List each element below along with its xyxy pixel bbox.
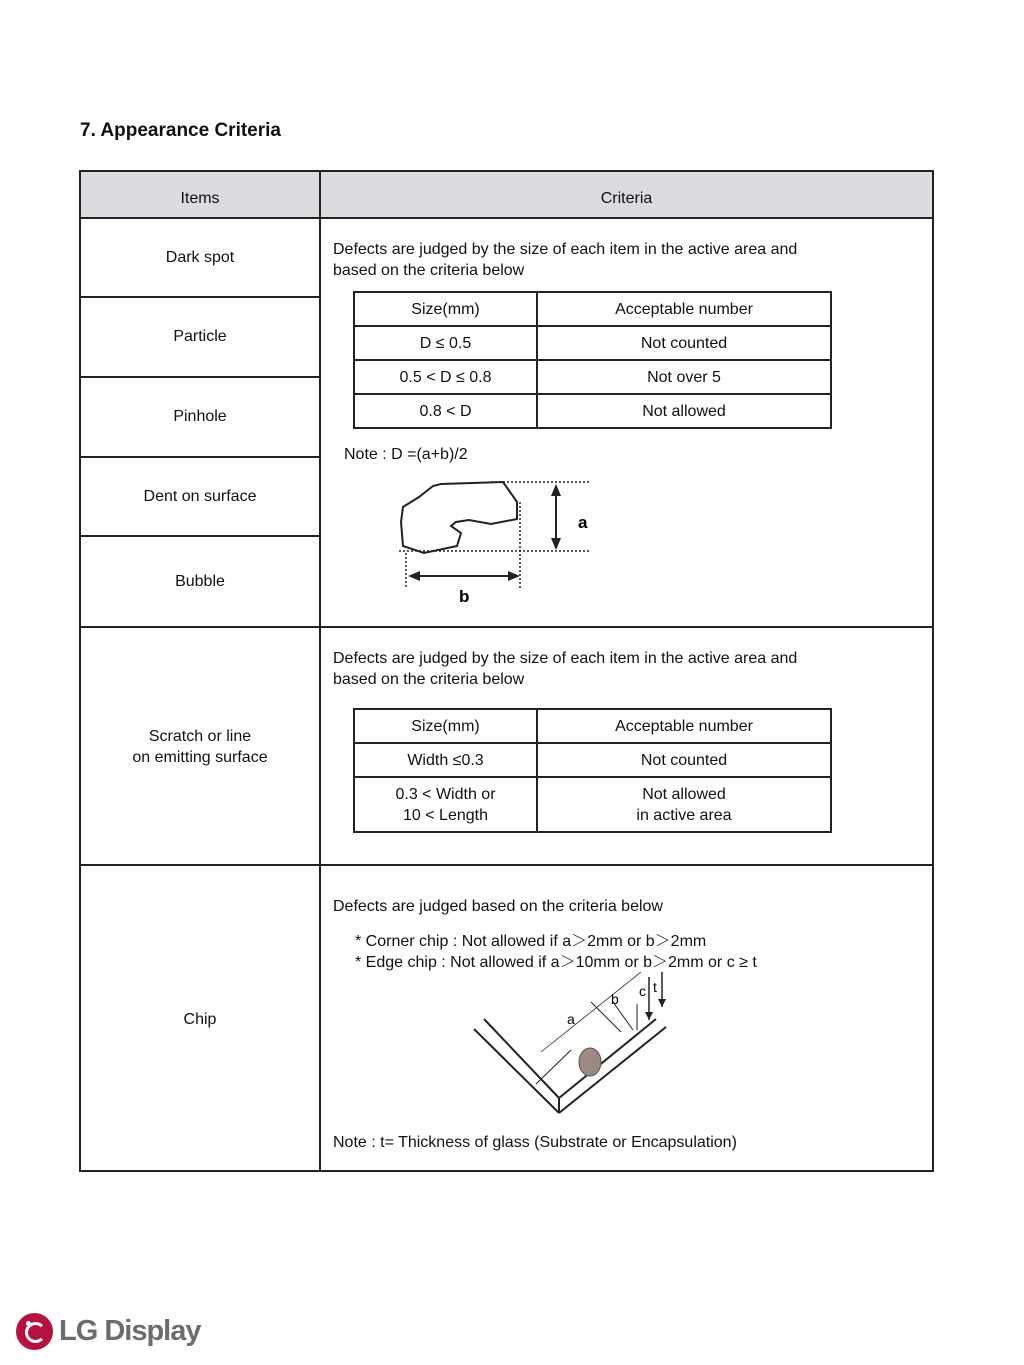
row-divider (81, 456, 319, 458)
edge-chip-rule: * Edge chip : Not allowed if a＞10mm or b＞2mm or c ≥ t (355, 954, 757, 971)
header-items: Items (180, 190, 220, 207)
table-row (354, 743, 831, 777)
col-number-header: Acceptable number (537, 292, 831, 326)
col-size-header: Size(mm) (354, 292, 537, 326)
lg-display-logo (16, 1313, 201, 1350)
number-cell (537, 777, 831, 832)
table-row (354, 777, 831, 832)
number-cell: Not over 5 (537, 360, 831, 394)
cell-line: 0.3 < Width or (395, 785, 496, 803)
column-divider (319, 172, 321, 1170)
col-number-header: Acceptable number (537, 709, 831, 743)
intro-line: Defects are judged by the size of each item in the active area and (333, 650, 798, 667)
size-cell: D ≤ 0.5 (354, 326, 537, 360)
size-cell: 0.8 < D (354, 394, 537, 428)
table-row (354, 394, 831, 428)
chip-label-b: b (611, 991, 619, 1007)
header-criteria: Criteria (600, 190, 653, 207)
lg-logo-icon (16, 1313, 53, 1350)
size-cell (354, 777, 537, 832)
section-divider (81, 626, 932, 628)
row-divider (81, 535, 319, 537)
chip-label-a: a (567, 1011, 575, 1027)
spot-note: Note : D =(a+b)/2 (344, 446, 468, 463)
intro-line: based on the criteria below (333, 671, 525, 688)
scratch-size-table (353, 708, 832, 833)
item-pinhole: Pinhole (173, 408, 227, 425)
size-cell: Width ≤0.3 (354, 743, 537, 777)
spot-diagram (381, 462, 611, 602)
section-divider (81, 864, 932, 866)
spot-size-table (353, 291, 832, 429)
label-b: b (459, 587, 470, 602)
scratch-criteria-intro (333, 648, 797, 690)
corner-chip-rule: * Corner chip : Not allowed if a＞2mm or b＞2mm (355, 933, 707, 950)
chip-note: Note : t= Thickness of glass (Substrate or Encapsulation) (333, 1134, 737, 1151)
item-scratch-or-line (81, 726, 319, 768)
item-bubble: Bubble (175, 573, 225, 590)
col-size-header: Size(mm) (354, 709, 537, 743)
cell-line: 10 < Length (403, 806, 488, 824)
defect-shape (401, 482, 517, 553)
chip-label-t: t (653, 979, 657, 995)
item-dent-on-surface: Dent on surface (143, 488, 257, 505)
row-divider (81, 296, 319, 298)
cell-line: in active area (636, 806, 732, 824)
item-dark-spot: Dark spot (165, 249, 235, 266)
table-row (354, 360, 831, 394)
item-line: Scratch or line (148, 728, 252, 745)
row-divider (81, 376, 319, 378)
intro-line: based on the criteria below (333, 262, 525, 279)
size-cell: 0.5 < D ≤ 0.8 (354, 360, 537, 394)
chip-label-c: c (639, 983, 646, 999)
page-title: 7. Appearance Criteria (80, 120, 281, 141)
item-particle: Particle (173, 328, 227, 345)
chip-defect (579, 1048, 601, 1076)
chip-diagram (461, 972, 701, 1122)
number-cell: Not counted (537, 743, 831, 777)
item-chip: Chip (183, 1011, 217, 1028)
item-line: on emitting surface (132, 749, 268, 766)
table-row (354, 326, 831, 360)
intro-line: Defects are judged by the size of each item in the active area and (333, 241, 798, 258)
logo-text: LG Display (59, 1315, 201, 1347)
chip-criteria-intro: Defects are judged based on the criteria below (333, 898, 663, 915)
appearance-criteria-table (79, 170, 934, 1172)
number-cell: Not allowed (537, 394, 831, 428)
spot-criteria-intro (333, 239, 797, 281)
number-cell: Not counted (537, 326, 831, 360)
cell-line: Not allowed (642, 785, 726, 803)
label-a: a (578, 513, 588, 532)
